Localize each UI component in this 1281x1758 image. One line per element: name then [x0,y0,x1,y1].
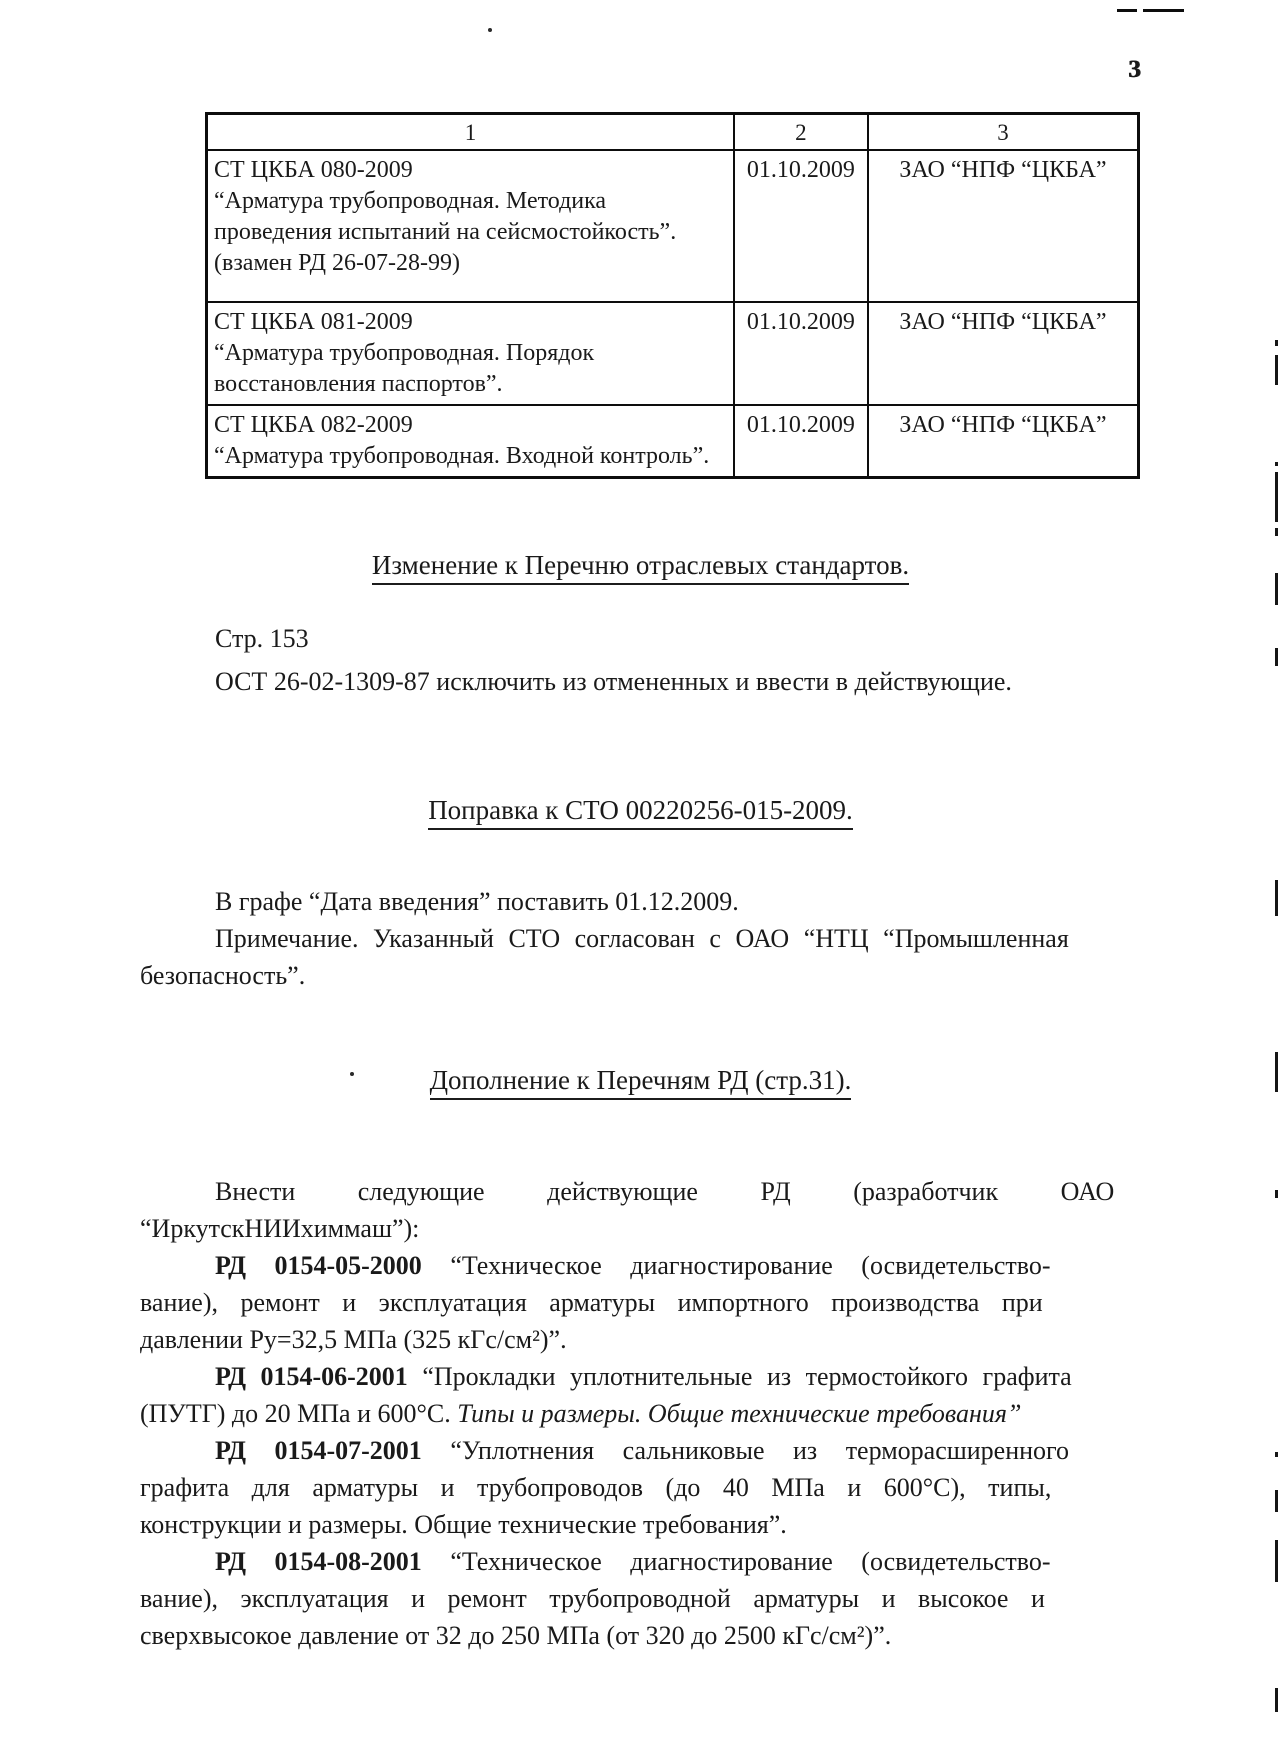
scan-artifact [1275,462,1278,466]
rd-code: РД 0154-07-2001 [215,1436,422,1465]
addition-body [140,1173,1150,1654]
date-cell: 01.10.2009 [734,302,868,405]
scan-artifact [1275,880,1278,916]
column-header: 2 [734,114,868,151]
text-line-page-ref: Стр. 153 [215,624,309,653]
text-line: конструкции и размеры. Общие технические требования”. [140,1510,787,1539]
text-line: вание), ремонт и эксплуатация арматуры импортного производства при [140,1288,1043,1317]
text-line: ОСТ 26-02-1309-87 исключить из отмененных и ввести в действующие. [215,667,1012,696]
text-line: В графе “Дата введения” поставить 01.12.2009. [215,887,739,916]
column-header: 1 [207,114,734,151]
text-line: вание), эксплуатация и ремонт трубопроводной арматуры и высокое и [140,1584,1045,1613]
standard-line: “Арматура трубопроводная. Порядок [214,340,595,366]
text-line: графита для арматуры и трубопроводов (до 40 МПа и 600°С), типы, [140,1473,1052,1502]
scan-artifact [1275,472,1278,522]
standard-line: “Арматура трубопроводная. Входной контроль”. [214,443,710,469]
org-cell: ЗАО “НПФ “ЦКБА” [868,150,1139,302]
section-heading-change: Изменение к Перечню отраслевых стандартов. [0,548,1281,582]
standard-line: “Арматура трубопроводная. Методика [214,188,607,214]
rd-code: РД 0154-08-2001 [215,1547,422,1576]
text-line: “ИркутскНИИхиммаш”): [140,1214,420,1243]
standard-line: проведения испытаний на сейсмостойкость”. [214,219,677,245]
text-line: (ПУТГ) до 20 МПа и 600°С. Типы и размеры. Общие технические требования” [140,1399,1022,1428]
scan-artifact [1275,1052,1278,1092]
standard-line: восстановления паспортов”. [214,371,503,397]
text-line: РД 0154-05-2000 “Техническое диагностирование (освидетельство- [215,1251,1051,1280]
scan-artifact [1117,9,1137,12]
italic-segment: Типы и размеры. Общие технические требования” [457,1399,1022,1428]
scan-artifact [1275,355,1278,385]
text-line: безопасность”. [140,961,306,990]
rd-code: РД 0154-06-2001 [215,1362,408,1391]
standard-cell [207,150,734,302]
date-cell: 01.10.2009 [734,405,868,478]
standard-cell [207,405,734,478]
scan-artifact [488,28,492,32]
scan-artifact [1275,1452,1278,1457]
standard-line: СТ ЦКБА 080-2009 [214,157,413,183]
text-line: РД 0154-07-2001 “Уплотнения сальниковые из терморасширенного [215,1436,1070,1465]
table-header-row [207,114,1139,151]
text-line: сверхвысокое давление от 32 до 250 МПа (от 320 до 2500 кГс/см²)”. [140,1621,892,1650]
section-heading-addition: Дополнение к Перечням РД (стр.31). [0,1063,1281,1097]
standards-table [205,112,1140,479]
scan-artifact [1275,573,1278,605]
text-line: Внести следующие действующие РД (разработчик ОАО [215,1177,1115,1206]
standard-line: (взамен РД 26-07-28-99) [214,250,461,276]
standard-line: СТ ЦКБА 081-2009 [214,309,413,335]
rd-code: РД 0154-05-2000 [215,1251,422,1280]
scan-artifact [1275,1688,1278,1712]
standard-cell [207,302,734,405]
table-row [207,405,1139,478]
scan-artifact [1275,1490,1278,1512]
date-cell: 01.10.2009 [734,150,868,302]
column-header: 3 [868,114,1139,151]
scan-artifact [1143,9,1184,12]
text-line: РД 0154-08-2001 “Техническое диагностирование (освидетельство- [215,1547,1051,1576]
page-number: 3 [1128,56,1141,83]
text-line: давлении Ру=32,5 МПа (325 кГс/см²)”. [140,1325,567,1354]
scan-artifact [1275,1540,1278,1582]
scan-artifact [1275,648,1278,666]
scan-artifact [1275,1190,1278,1198]
table-row [207,150,1139,302]
scan-artifact [1275,528,1278,536]
org-cell: ЗАО “НПФ “ЦКБА” [868,302,1139,405]
standard-line: СТ ЦКБА 082-2009 [214,412,413,438]
text-line: Примечание. Указанный СТО согласован с ОАО “НТЦ “Промышленная [215,924,1069,953]
org-cell: ЗАО “НПФ “ЦКБА” [868,405,1139,478]
table-row [207,302,1139,405]
text-line: РД 0154-06-2001 “Прокладки уплотнительные из термостойкого графита [215,1362,1072,1391]
scan-artifact [1275,340,1278,346]
section-heading-amendment: Поправка к СТО 00220256-015-2009. [0,793,1281,827]
